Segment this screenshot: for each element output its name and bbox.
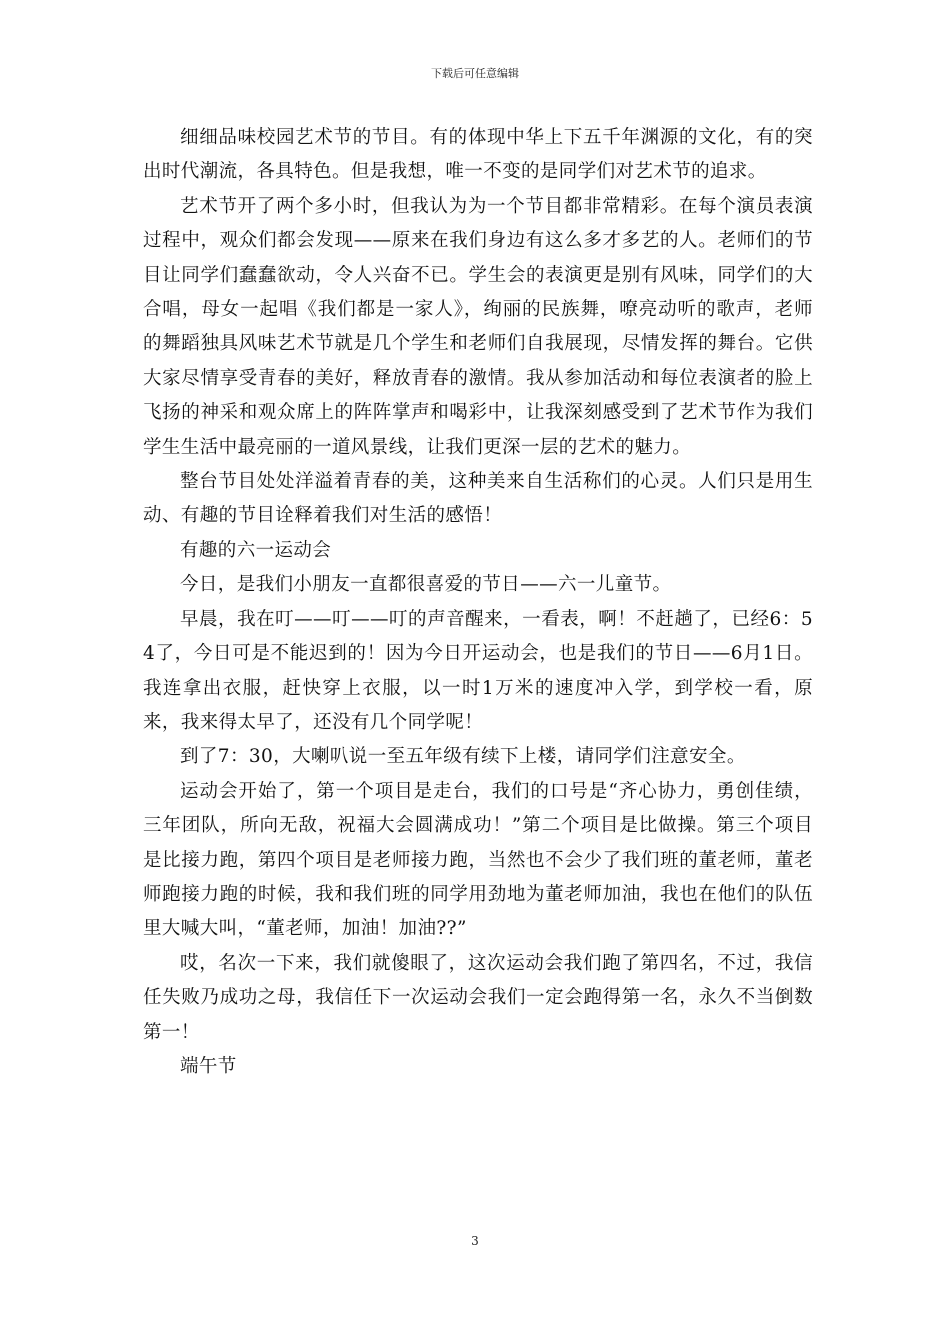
paragraph-childrens-day: 今日，是我们小朋友一直都很喜爱的节日——六一儿童节。 xyxy=(180,574,672,596)
paragraph-art-festival-intro: 细细品味校园艺术节的节目。有的体现中华上下五千年渊源的文化，有的突出时代潮流，各具特色。但是我想，唯一不变的是同学们对艺术节的追求。 xyxy=(143,127,813,183)
paragraph-morning: 早晨，我在叮——叮——叮的声音醒来，一看表，啊！不赶趟了，已经6：54了，今日可是不能迟到的！因为今日开运动会，也是我们的节日——6月1日。我连拿出衣服，赶快穿上衣服，以一时1万米的速度冲入学，到学校一看，原来，我来得太早了，还没有几个同学呢！ xyxy=(143,608,813,733)
page-header: 下载后可任意编辑 xyxy=(431,67,519,80)
section-title-sports-meet: 有趣的六一运动会 xyxy=(180,539,332,561)
page-number: 3 xyxy=(471,1234,479,1248)
paragraph-art-festival-conclusion: 整台节目处处洋溢着青春的美，这种美来自生活称们的心灵。人们只是用生动、有趣的节目诠释着我们对生活的感悟！ xyxy=(143,471,813,527)
paragraph-art-festival-performances: 艺术节开了两个多小时，但我认为为一个节目都非常精彩。在每个演员表演过程中，观众们都会发现——原来在我们身边有这么多才多艺的人。老师们的节目让同学们蠢蠢欲动，令人兴奋不已。学生会的表演更是别有风味，同学们的大合唱，母女一起唱《我们都是一家人》，绚丽的民族舞，嘹亮动听的歌声，老师的舞蹈独具风味艺术节就是几个学生和老师们自我展现，尽情发挥的舞台。它供大家尽情享受青春的美好，释放青春的激情。我从参加活动和每位表演者的脸上飞扬的神采和观众席上的阵阵掌声和喝彩中，让我深刻感受到了艺术节作为我们学生生活中最亮丽的一道风景线，让我们更深一层的艺术的魅力。 xyxy=(143,195,813,458)
paragraph-announcement: 到了7：30，大喇叭说一至五年级有续下上楼，请同学们注意安全。 xyxy=(180,746,746,768)
section-title-dragon-boat: 端午节 xyxy=(180,1055,237,1077)
paragraph-result: 哎，名次一下来，我们就傻眼了，这次运动会我们跑了第四名，不过，我信任失败乃成功之母，我信任下一次运动会我们一定会跑得第一名，永久不当倒数第一！ xyxy=(143,952,813,1043)
paragraph-events: 运动会开始了，第一个项目是走台，我们的口号是“齐心协力，勇创佳绩，三年团队，所向无敌，祝福大会圆满成功！”第二个项目是比做操。第三个项目是比接力跑，第四个项目是老师接力跑，当然也不会少了我们班的董老师，董老师跑接力跑的时候，我和我们班的同学用劲地为董老师加油，我也在他们的队伍里大喊大叫，“董老师，加油！加油??” xyxy=(143,780,813,940)
document-body xyxy=(143,121,813,1084)
